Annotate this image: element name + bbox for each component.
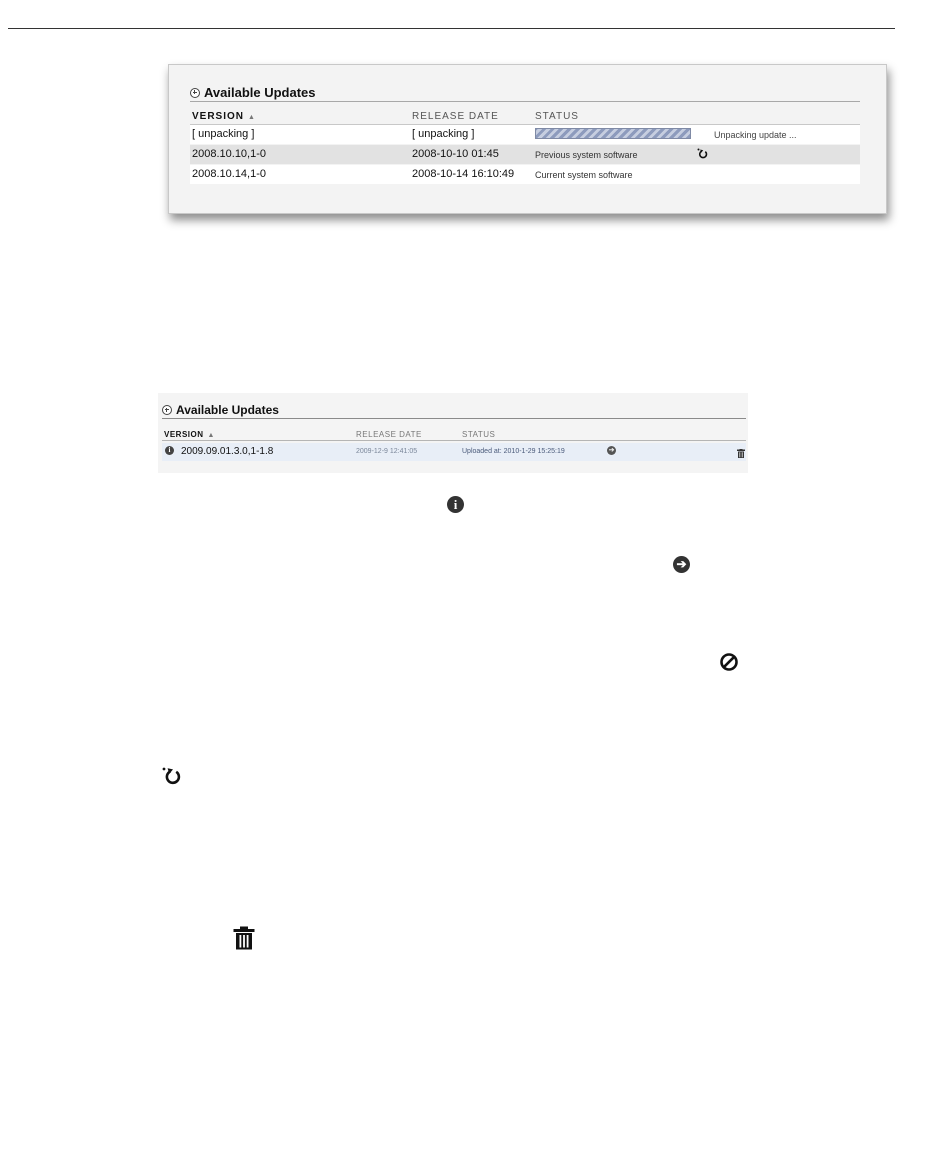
column-header-version[interactable]: [164, 430, 214, 439]
column-header-release-date[interactable]: RELEASE DATE: [412, 111, 499, 122]
expand-plus-icon[interactable]: [190, 88, 200, 98]
column-header-version-label: VERSION: [192, 111, 245, 122]
column-header-version-label: VERSION: [164, 430, 204, 439]
sort-ascending-icon: ▲: [207, 432, 215, 439]
version-cell: 2008.10.14,1-0: [192, 168, 267, 180]
column-header-version[interactable]: [192, 111, 255, 122]
cancel-icon: [719, 652, 739, 677]
trash-icon[interactable]: [737, 445, 745, 463]
header-divider: [162, 440, 746, 441]
info-icon: i: [447, 496, 464, 513]
table-row: [190, 165, 860, 184]
table-row: [190, 125, 860, 144]
status-cell: Uploaded at: 2010-1-29 15:25:19: [462, 448, 565, 455]
panel-title: [190, 85, 316, 100]
trash-icon: [233, 926, 255, 955]
column-header-status[interactable]: STATUS: [535, 111, 579, 122]
title-divider: [162, 418, 746, 419]
release-date-cell: [ unpacking ]: [412, 128, 475, 140]
table-row: [190, 145, 860, 164]
version-cell: 2008.10.10,1-0: [192, 148, 267, 160]
panel-title: [162, 403, 279, 417]
available-updates-panel-progress: [168, 64, 887, 214]
release-date-cell: 2009-12-9 12:41:05: [356, 448, 418, 455]
unpacking-progress-bar: [535, 128, 691, 139]
release-date-cell: 2008-10-10 01:45: [412, 148, 499, 160]
page-top-rule: [8, 28, 895, 29]
release-date-cell: 2008-10-14 16:10:49: [412, 168, 515, 180]
info-icon[interactable]: i: [165, 446, 174, 455]
arrow-right-icon: ➔: [673, 556, 690, 573]
column-header-status[interactable]: STATUS: [462, 430, 496, 439]
sort-ascending-icon: ▲: [248, 114, 255, 121]
panel-title-text: Available Updates: [176, 403, 279, 417]
status-cell: Previous system software: [535, 150, 638, 160]
panel-title-text: Available Updates: [204, 85, 316, 100]
version-cell: [ unpacking ]: [192, 128, 255, 140]
rollback-icon[interactable]: [697, 148, 709, 162]
apply-arrow-right-icon[interactable]: ➔: [608, 447, 615, 454]
available-updates-panel-uploaded: [158, 393, 748, 473]
progress-message: Unpacking update ...: [714, 130, 797, 140]
version-cell: 2009.09.01.3.0,1-1.8: [181, 446, 274, 457]
status-cell: Current system software: [535, 170, 633, 180]
table-row: [162, 443, 746, 461]
expand-plus-icon[interactable]: [162, 405, 172, 415]
title-divider: [190, 101, 860, 102]
rollback-icon: [162, 766, 184, 791]
column-header-release-date[interactable]: RELEASE DATE: [356, 430, 422, 439]
